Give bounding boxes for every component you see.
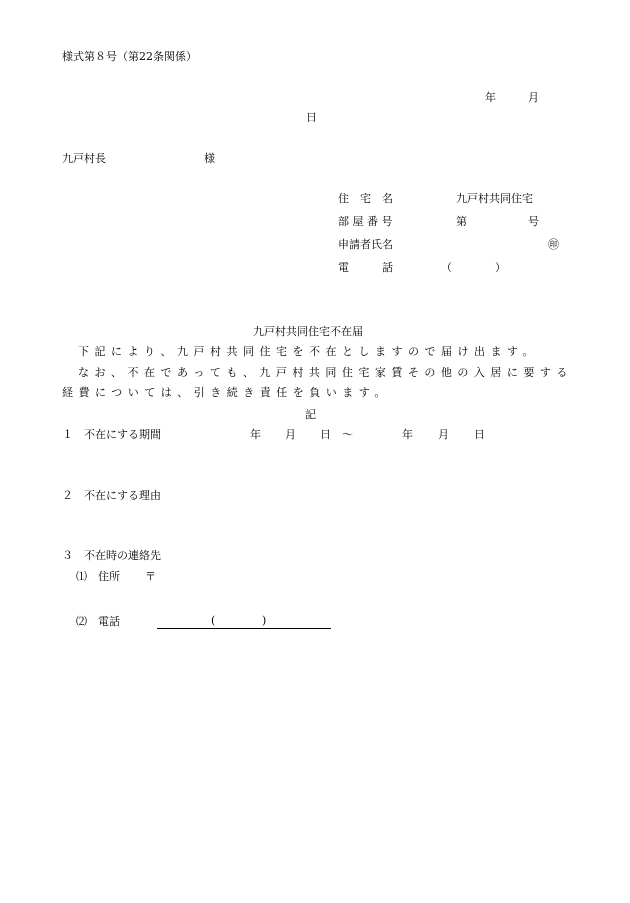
period-from-month: 月 (285, 428, 296, 441)
body-line-1: 下記により、九戸村共同住宅を不在としますので届け出ます。 (78, 345, 540, 358)
period-from-day: 日 (320, 428, 331, 441)
room-number-suffix: 号 (528, 215, 539, 228)
reason-label: ２ 不在にする理由 (62, 489, 161, 502)
date-year-label: 年 (485, 91, 496, 104)
phone-label: 電 話 (338, 261, 393, 274)
period-to-month: 月 (438, 428, 449, 441)
housing-name-value: 九戸村共同住宅 (456, 192, 533, 205)
applicant-name-label: 申請者氏名 (338, 238, 393, 251)
room-number-label: 部 屋 番 号 (338, 215, 393, 228)
contact-address-label: ⑴ 住所 (76, 570, 120, 583)
seal-mark: ㊞ (548, 238, 559, 251)
date-day-label: 日 (306, 111, 317, 124)
room-number-prefix: 第 (456, 215, 467, 228)
contact-label: ３ 不在時の連絡先 (62, 549, 161, 562)
period-tilde: ～ (342, 428, 353, 441)
period-to-day: 日 (474, 428, 485, 441)
phone-underline (157, 628, 331, 629)
form-number: 様式第８号（第22条関係） (62, 50, 197, 63)
record-label: 記 (305, 408, 316, 421)
document-title: 九戸村共同住宅不在届 (253, 325, 363, 338)
phone-paren-close: ） (495, 261, 506, 274)
date-month-label: 月 (528, 91, 539, 104)
period-from-year: 年 (250, 428, 261, 441)
period-label: １ 不在にする期間 (62, 428, 161, 441)
body-line-3: 経費については、引き続き責任を負います。 (62, 386, 391, 399)
body-line-2: なお、不在であっても、九戸村共同住宅家賃その他の入居に要する (78, 366, 573, 379)
contact-phone-paren-close: ) (262, 614, 267, 627)
addressee-honorific: 様 (204, 152, 215, 165)
period-to-year: 年 (402, 428, 413, 441)
contact-phone-paren-open: ( (211, 614, 216, 627)
housing-name-label: 住 宅 名 (338, 192, 393, 205)
postal-mark: 〒 (145, 570, 156, 583)
phone-paren-open: （ (441, 261, 452, 274)
addressee-name: 九戸村長 (62, 152, 106, 165)
contact-phone-label: ⑵ 電話 (76, 615, 120, 628)
